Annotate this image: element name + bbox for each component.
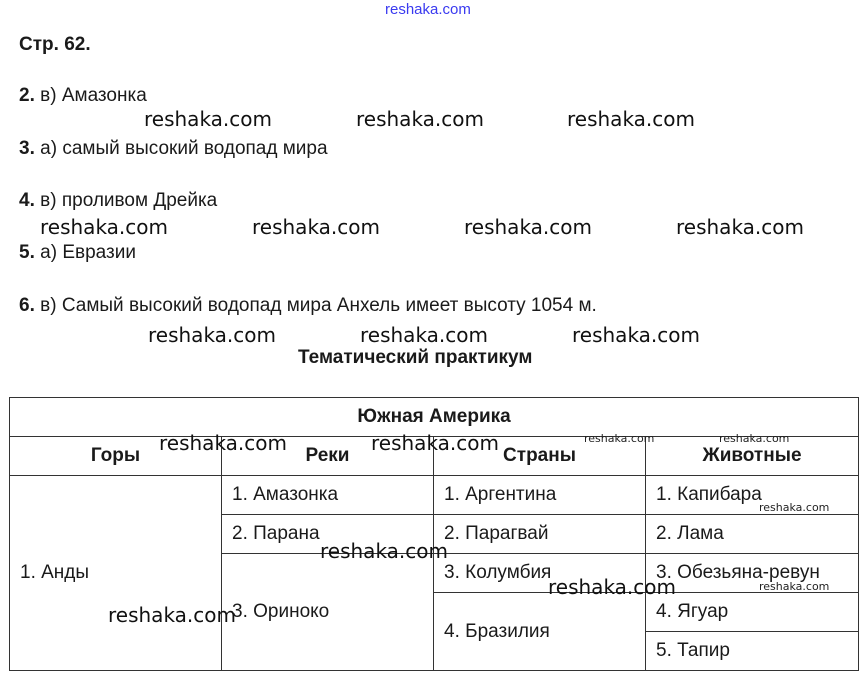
header-rivers: Реки [222,437,434,476]
header-animals: Животные [646,437,859,476]
watermark: reshaka.com [159,431,287,455]
country-cell: 4. Бразилия [434,593,646,671]
animal-cell: 5. Тапир [646,632,859,671]
watermark: reshaka.com [148,323,276,347]
answer-number: 5. [19,242,35,263]
answer-number: 3. [19,138,35,159]
river-cell: 2. Парана [222,515,434,554]
answer-text: в) проливом Дрейка [40,190,218,211]
country-cell: 3. Колумбия [434,554,646,593]
river-cell: 3. Ориноко [222,554,434,671]
watermark: reshaka.com [371,431,499,455]
country-cell: 1. Аргентина [434,476,646,515]
animal-cell: 1. Капибара [646,476,859,515]
header-mountains: Горы [10,437,222,476]
watermark: reshaka.com [144,107,272,131]
answer-2 [19,85,147,107]
page-label: Стр. 62. [19,34,91,55]
animal-cell: 4. Ягуар [646,593,859,632]
table-caption: Южная Америка [10,398,859,437]
animal-cell: 2. Лама [646,515,859,554]
answer-3 [19,138,328,160]
river-cell: 1. Амазонка [222,476,434,515]
answer-4 [19,190,217,212]
watermark: reshaka.com [320,539,448,563]
watermark: reshaka.com [719,432,790,445]
answer-5 [19,242,136,264]
watermark: reshaka.com [572,323,700,347]
answer-text: а) самый высокий водопад мира [40,138,328,159]
answer-number: 6. [19,295,35,316]
watermark: reshaka.com [108,603,236,627]
watermark: reshaka.com [40,215,168,239]
watermark: reshaka.com [464,215,592,239]
watermark: reshaka.com [567,107,695,131]
answer-6 [19,295,597,317]
section-title: Тематический практикум [298,347,533,368]
watermark: reshaka.com [548,575,676,599]
watermark: reshaka.com [759,580,830,593]
answer-text: в) Самый высокий водопад мира Анхель имеет высоту 1054 м. [40,295,597,316]
watermark: reshaka.com [356,107,484,131]
header-countries: Страны [434,437,646,476]
watermark: reshaka.com [676,215,804,239]
answer-text: в) Амазонка [40,85,147,106]
watermark: reshaka.com [252,215,380,239]
watermark: reshaka.com [759,501,830,514]
watermark: reshaka.com [360,323,488,347]
animal-cell: 3. Обезьяна-ревун [646,554,859,593]
mountain-cell: 1. Анды [10,476,222,671]
answer-number: 4. [19,190,35,211]
watermark: reshaka.com [584,432,655,445]
country-cell: 2. Парагвай [434,515,646,554]
answer-text: а) Евразии [40,242,136,263]
answer-number: 2. [19,85,35,106]
site-header[interactable]: reshaka.com [385,1,471,18]
